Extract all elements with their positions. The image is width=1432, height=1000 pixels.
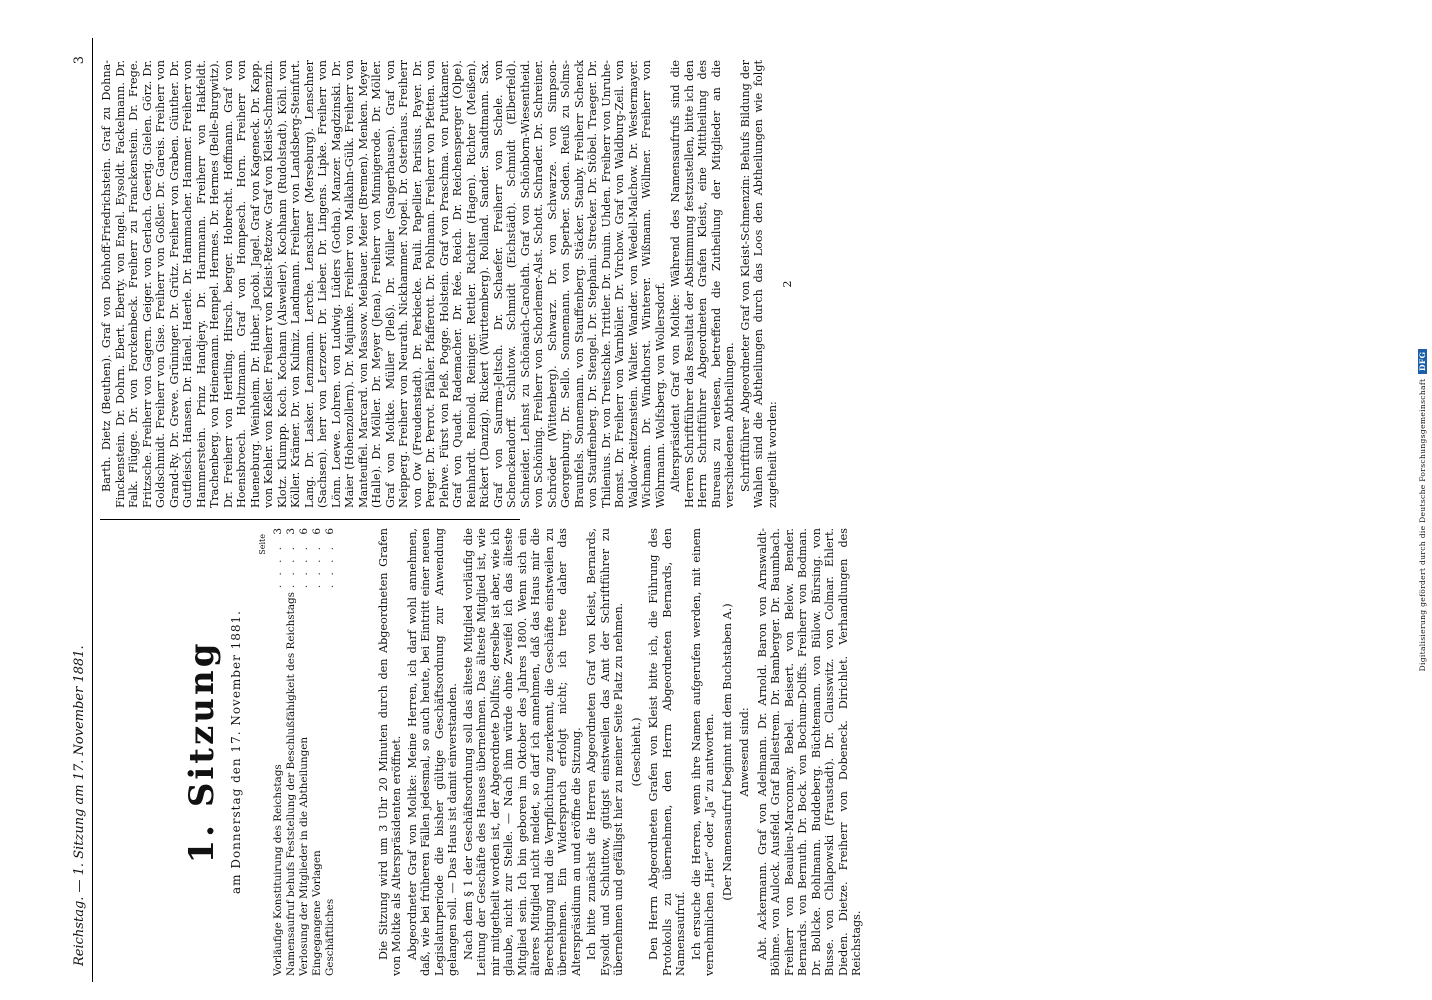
speech-paragraph: Abgeordneter Graf von Moltke: Meine Herren, ich darf wohl annehmen, daß, wie bei früheren Fällen jedesmal, so auch heute, bei Eintritt einer neuen Legislaturperiode die bisher gültige Geschäftsordnung zur Anwendung gelangen soll. — Das Haus ist damit einverstanden.	[405, 528, 459, 976]
president-statement: Alterspräsident Graf von Moltke: Während des Namensaufrufs sind die Herren Schriftführer das Resultat der Abstimmung festzustellen, bitte ich den Herrn Schriftführer Abgeordneten Grafen Kleist, eine Mittheilung des Bureaus zu verlesen, betreffend die Zutheilung der Mitglieder an die verschiedenen Abtheilungen.	[669, 60, 736, 508]
column-page-number: 2	[781, 280, 794, 288]
secretary-statement: Schriftführer Abgeordneter Graf von Kleist-Schmenzin: Behufs Bildung der Wahlen sind die Abtheilungen durch das Loos den Abtheilungen wie folgt zugetheilt worden:	[738, 60, 779, 508]
dfg-logo: DFG	[1418, 349, 1427, 374]
toc-entry-page: 3	[271, 528, 284, 535]
speech-paragraph: Nach dem § 1 der Geschäftsordnung soll das älteste Mitglied vorläufig die Leitung der Geschäfte des Hauses übernehmen. Das älteste Mitglied ist, wie mir mitgetheilt worden ist, der Abgeordnete Dollfus; derselbe ist aber, wie ich glaube, nicht zur Stelle. — Nach ihm würde ohne Zweifel ich das älteste Mitglied sein. Ich bin geboren im Oktober des Jahres 1800. Wenn sich ein älteres Mitglied nicht meldet, so darf ich annehmen, daß das Haus mir die Berechtigung und die Verpflichtung zuerkennt, die Geschäfte einstweilen zu übernehmen. Ein Widerspruch erfolgt nicht; ich trete daher das Alterspräsidium an und eröffne die Sitzung.	[461, 528, 583, 976]
toc-entry-text: Namensaufruf behufs Feststellung der Beschlußfähigkeit des Reichstags	[284, 592, 297, 976]
speech-paragraph: Ich bitte zunächst die Herren Abgeordneten Graf von Kleist, Bernards, Eysoldt und Schluttow, gütigst einstweilen das Amt der Schriftführer zu übernehmen und gefälligst hier zu meiner Seite Platz zu nehmen.	[585, 528, 625, 976]
attendance-list: Abt. Ackermann. Graf von Adelmann. Dr. Arnold. Baron von Arnswaldt-Böhme. von Aulock. Ausfeld. Graf Ballestrem. Dr. Bamberger. Dr. Baumbach. Freiherr von Beaulieu-Marconnay. Bebel. Beisert. von Below. Bender. Bernards. von Bernuth. Dr. Bock. von Bochum-Dolffs. Freiherr von Bodman. Dr. Bollcke. Bohlmann. Buddeberg. Büchtemann. von Bülow. Bürsing. von Busse. von Chlapowski (Fraustadt). Dr. Clausswitz. von Colmar. Ehlert. Dieden. Dietze. Freiherr von Dobeneck. Dirichlet. Verhandlungen des Reichstags.	[755, 528, 863, 976]
toc-leader-dots: . . . .	[271, 544, 284, 589]
stage-direction: (Der Namensaufruf beginnt mit dem Buchstaben A.)	[720, 603, 734, 901]
toc-row	[298, 528, 311, 976]
toc-entry-text: Vorläufige Konstituirung des Reichstags	[271, 764, 284, 976]
toc-entry-page: 6	[297, 528, 310, 535]
session-subtitle: am Donnerstag den 17. November 1881.	[229, 610, 243, 895]
toc-row	[285, 528, 298, 976]
running-header: Reichstag. — 1. Sitzung am 17. November 1881.	[72, 645, 87, 966]
toc-entry-text: Verlosung der Mitglieder in die Abtheilungen	[297, 736, 310, 976]
toc-leader-dots: . . . .	[284, 544, 297, 589]
speech-paragraph: Den Herrn Abgeordneten Grafen von Kleist bitte ich, die Führung des Protokolls zu übernehmen, den Herrn Abgeordneten Bernards, den Namensaufruf.	[647, 528, 687, 976]
toc-entry-page: 3	[284, 528, 297, 535]
toc-entry-text: Geschäftliches	[323, 898, 336, 976]
digitization-credit-text: Digitalisierung gefördert durch die Deutsche Forschungsgemeinschaft	[1418, 378, 1427, 672]
attendance-list-continued: Barth. Dietz (Beuthen). Graf von Dönhoff-Friedrichstein. Graf zu Dohna-Finckenstein. Dr. Dohrn. Ebert. Eberty. von Engel. Eysoldt. Fackelmann. Dr. Falk. Flügge. Dr. von Forckenbeck. Freiherr zu Franckenstein. Dr. Frege. Fritzsche. Freiherr von Gagern. Geiger. von Gerlach. Geerig. Gielen. Görz. Dr. Goldschmidt. Freiherr von Gise. Freiherr von Goßler. Dr. Gareis. Freiherr von Grand-Ry. Dr. Greve. Grüninger. Dr. Grütz. Freiherr von Graben. Günther. Dr. Gutfleisch. Hansen. Dr. Hänel. Haerle. Dr. Hammacher. Hammer. Freiherr von Hammerstein. Prinz Handjery. Dr. Harnmann. Freiherr von Hakfeldt. Trachenberg. von Heinemann. Hempel. Hermes. Dr. Hermes (Belle-Burgwitz). Dr. Freiherr von Hertling. Hirsch. berger. Hobrecht. Hoffmann. Graf von Hoensbroech. Holtzmann. Graf von Hompesch. Horn. Freiherr von Hueneburg. Weinheim. Dr. Huber. Jacobi. Jagel. Graf von Kageneck. Dr. Kapp. von Kehler. von Keßler. Freiherr von Kleist-Retzow. Graf von Kleist-Schmenzin. Klotz. Klumpp. Koch. Kochann (Alsweiler). Kochhann (Rudolstadt). Köhl. von Köller. Krämer. Dr. von Kulmiz. Landmann. Freiherr von Landsberg-Steinfurt. Lang. Dr. Lasker. Lenzmann. Lerche. Lenschner (Merseburg). Lenschner (Sachsen). herr von Lerzoerr. Dr. Lieber. Dr. Lingens. Lipke. Freiherr von Lönn. Loewe. Lohren. von Ludwig. Lüders (Gotha). Manzer. Magdzinski. Dr. Maier (Hohenzollern). Dr. Majunke. Freiherr von Malkahn-Gülk. Freiherr von Manteuffel. Marcard. von Massow. Meibauer. Meier (Bremen). Menken. Meyer (Halle). Dr. Möller. Dr. Meyer (Jena). Freiherr von Minnigerode. Dr. Möller. Graf von Moltke. Müller (Pleß). Dr. Müller (Sangerhausen). Graf von Neipperg. Freiherr von Neurath. Nickhammer. Nopel. Dr. Osterhaus. Freiherr von Ow (Freudenstadt). Dr. Perkiecke. Pauli. Papellier. Parisius. Payer. Dr. Perger. Dr. Perrot. Pfähler. Pfafferott. Dr. Pohlmann. Freiherr von Pfetten. von Plehwe. Fürst von Pleß. Pogge. Holstein. Graf von Praschma. von Puttkamer. Graf von Quadt. Rademacher. Dr. Rée. Reich. Dr. Reichensperger (Olpe). Reinhardt. Reinold. Reiniger. Rettler. Richter (Hagen). Richter (Meißen). Rickert (Danzig). Rickert (Württemberg). Rolland. Sander. Sandtmann. Sax. Graf von Saurma-Jeltsch. Dr. Schaefer. Freiherr von Schele. von Schenckendorff. Schlutow. Schmidt (Eichstädt). Schmidt (Elberfeld). Schneider. Lehnst zu Schönaich-Carolath. Graf von Schönborn-Wiesentheid. von Schöning. Freiherr von Schorlemer-Alst. Schott. Schrader. Dr. Schreiner. Schröder (Wittenberg). Schwarz. Dr. von Schwarze. von Simpson-Georgenburg. Dr. Sello. Sonnemann. von Sperber. Soden. Reuß zu Solms-Braunfels. Sonnemann. von Stauffenberg. Stäcker. Stauby. Freiherr Schenck von Stauffenberg. Dr. Stengel. Dr. Stephani. Strecker. Dr. Stöbel. Traeger. Dr. Thilenius. Dr. von Treitschke. Trittler. Dr. Dunin. Uhden. Freiherr von Unruhe-Bomst. Dr. Freiherr von Varnbüler. Dr. Virchow. Graf von Waldburg-Zeil. von Waldow-Reitzenstein. Walter. Wander. von Wedell-Malchow. Dr. Westermayer. Wichmann. Dr. Windthorst. Winterer. Wißmann. Wöllmer. Freiherr von Wöhrmann. Wolfsberg. von Wollersdorf.	[100, 59, 667, 508]
speech-paragraph: Ich ersuche die Herren, wenn ihre Namen aufgerufen werden, mit einem vernehmlichen „Hier“ oder „Ja“ zu antworten.	[689, 528, 716, 976]
toc-column-label: Seite	[257, 534, 267, 555]
left-column	[100, 528, 866, 976]
right-column	[100, 60, 797, 508]
toc-entry-page: 6	[310, 528, 323, 535]
session-title: 1. Sitzung	[182, 640, 222, 864]
page-number-top: 3	[72, 56, 87, 65]
toc-entry-text: Eingegangene Vorlagen	[310, 850, 323, 976]
attendance-heading: Anwesend sind:	[738, 707, 751, 797]
toc-row	[324, 528, 337, 976]
column-divider	[100, 519, 520, 520]
toc-row	[311, 528, 324, 976]
toc-leader-dots: . . . .	[310, 544, 323, 589]
table-of-contents	[257, 528, 337, 976]
toc-entry-page: 6	[323, 528, 336, 535]
opening-paragraph: Die Sitzung wird um 3 Uhr 20 Minuten durch den Abgeordneten Grafen von Moltke als Alterspräsidenten eröffnet.	[376, 528, 403, 976]
toc-row	[272, 528, 285, 976]
stage-direction: (Geschieht.)	[629, 717, 643, 787]
toc-leader-dots: . . . .	[323, 544, 336, 589]
page-header	[70, 38, 93, 982]
toc-leader-dots: . . . .	[297, 544, 310, 589]
digitization-credit	[1418, 60, 1427, 960]
